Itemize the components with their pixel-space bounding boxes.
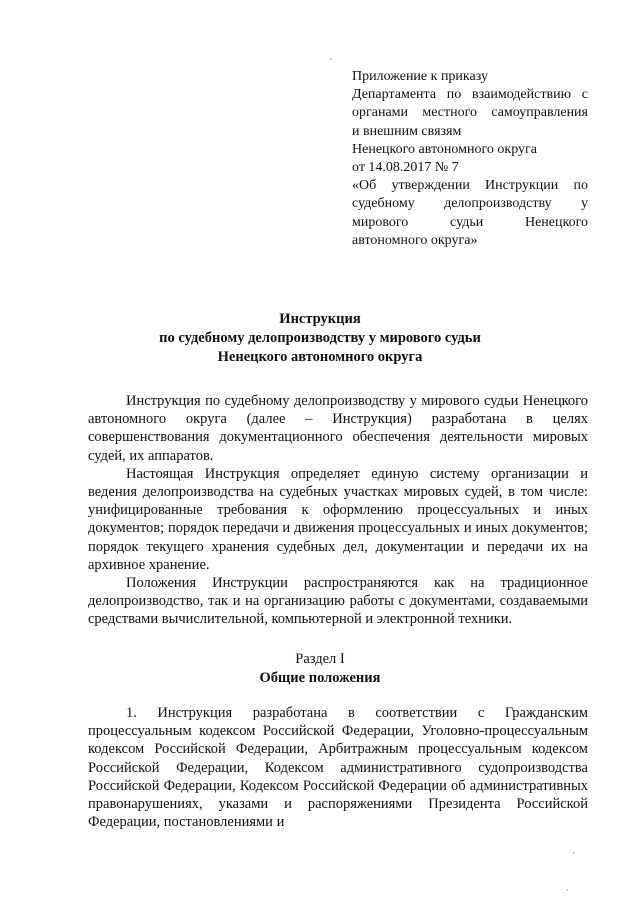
appendix-line: Приложение к приказу (352, 69, 488, 84)
section-number: Раздел I (295, 651, 345, 667)
appendix-line: автономного округа» (352, 232, 478, 248)
scan-speck (573, 852, 575, 854)
intro-paragraph: Настоящая Инструкция определяет единую систему организации и ведения делопроизводства на судебных участках мировых судей, в том числе: унифицированные требования к оформлению процессуальных и иных документов; порядок передачи и движения процессуальных и иных документов; порядок текущего хранения судебных дел, документации и передачи их на архивное хранение. (88, 465, 588, 573)
title-line: Инструкция (279, 311, 361, 327)
clause-paragraph: 1. Инструкция разработана в соответствии с Гражданским процессуальным кодексом Российской Федерации, Уголовно-процессуальным кодексом Российской Федерации, Арбитражным процессуальным кодексом Российской Федерации, Кодексом административного судопроизводства Российской Федерации, Кодексом Российской Федерации об административных правонарушениях, указами и распоряжениями Президента Российской Федерации, постановлениями и (88, 705, 588, 831)
appendix-line: Ненецкого автономного округа (352, 141, 537, 157)
section-heading (0, 650, 640, 688)
intro-paragraph: Положения Инструкции распространяются как на традиционное делопроизводство, так и на организацию работы с документами, создаваемыми средствами вычислительной, компьютерной и электронной техники. (88, 575, 588, 628)
title-line: Ненецкого автономного округа (217, 349, 423, 365)
appendix-line: и внешним связям (352, 123, 462, 139)
appendix-line: судебному делопроизводству у (352, 196, 588, 212)
intro-text (88, 392, 588, 629)
appendix-line: мирового судьи Ненецкого (352, 214, 588, 230)
document-title (0, 310, 640, 367)
section-title: Общие положения (259, 670, 381, 686)
appendix-line: органами местного самоуправления (352, 105, 588, 121)
title-line: по судебному делопроизводству у мирового судьи (159, 330, 481, 346)
appendix-line: от 14.08.2017 № 7 (352, 160, 459, 176)
scan-speck (330, 58, 332, 60)
intro-paragraph: Инструкция по судебному делопроизводству у мирового судьи Ненецкого автономного округа (далее – Инструкция) разработана в целях совершенствования документационного обеспечения деятельности мировых судей, их аппаратов. (88, 393, 588, 464)
appendix-block (352, 68, 588, 250)
appendix-line: «Об утверждении Инструкции по (352, 178, 588, 194)
appendix-line: Департамента по взаимодействию с (352, 87, 588, 103)
clause-text (88, 704, 588, 831)
scan-speck (566, 889, 568, 891)
